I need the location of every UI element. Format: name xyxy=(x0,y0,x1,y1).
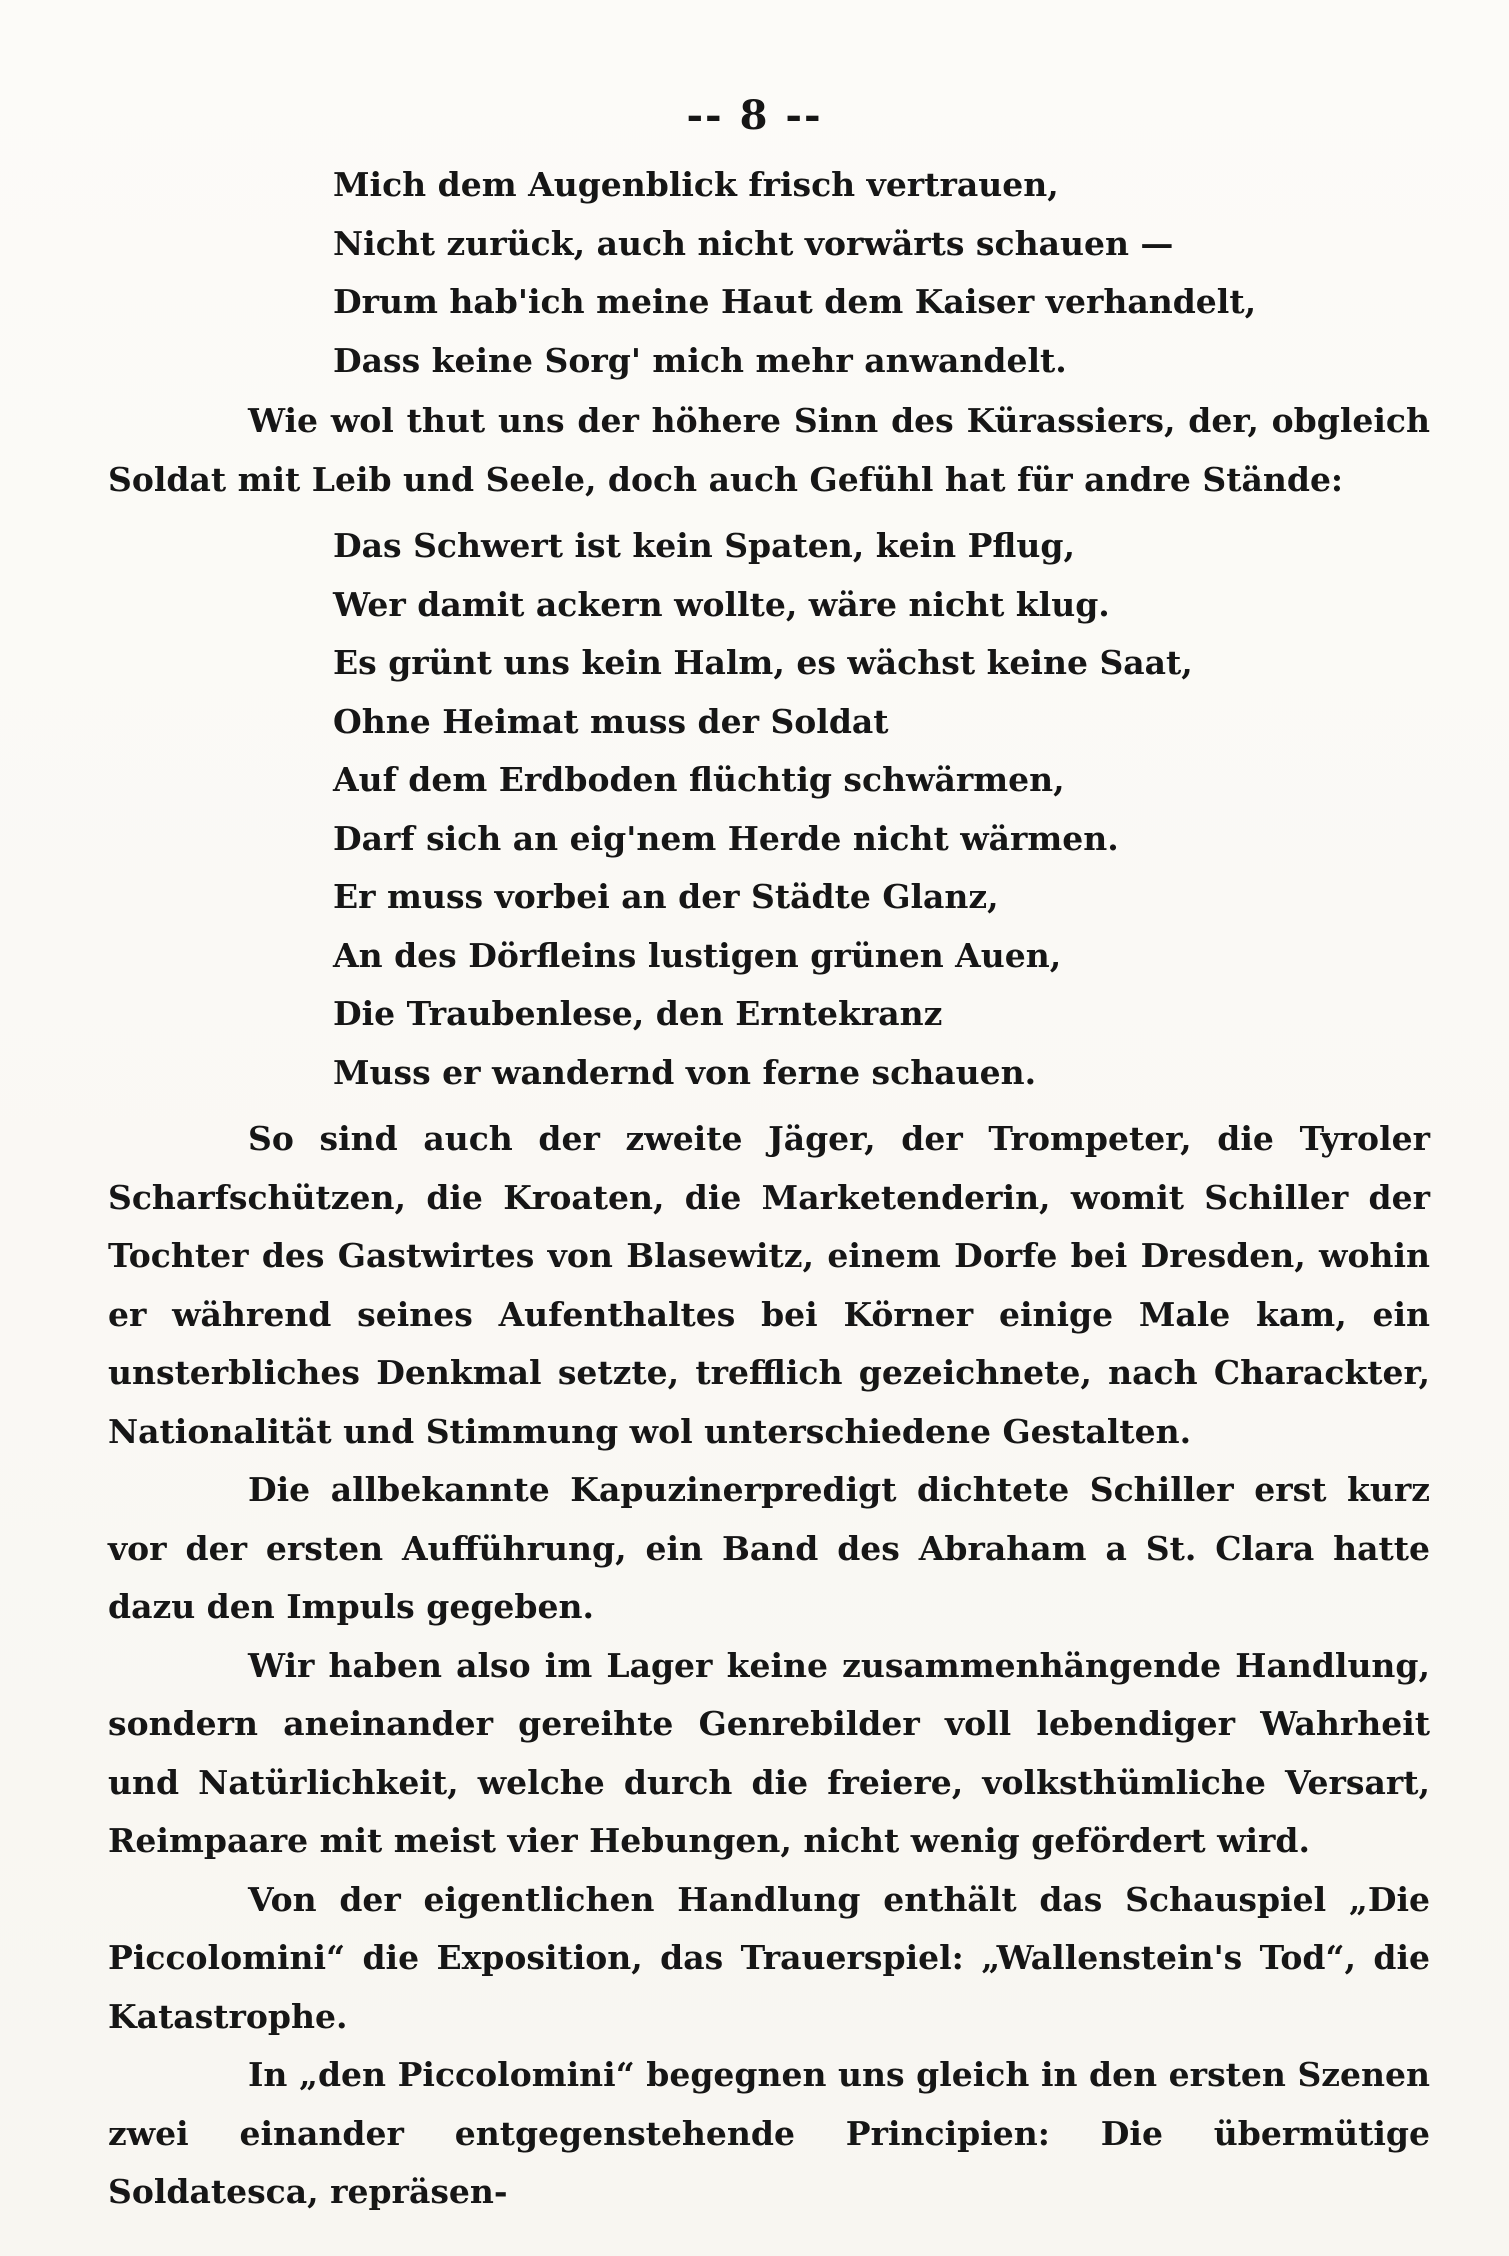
verse-line: Auf dem Erdboden flüchtig schwärmen, xyxy=(333,760,1065,799)
verse-line: Nicht zurück, auch nicht vorwärts schauen — xyxy=(333,223,1174,263)
verse-line: Wer damit ackern wollte, wäre nicht klug. xyxy=(333,584,1110,624)
paragraph: Wir haben also im Lager keine zusammenhängende Handlung, sondern aneinander gereihte Genrebilder voll lebendiger Wahrheit und Natürlichkeit, welche durch die freiere, volksthümliche Versart, Reimpaare mit meist vier Hebungen, nicht wenig gefördert wird. xyxy=(108,1645,1430,1860)
verse-line: Die Traubenlese, den Erntekranz xyxy=(333,994,943,1033)
spacer xyxy=(108,1102,1430,1110)
paragraph: Wie wol thut uns der höhere Sinn des Kürassiers, der, obgleich Soldat mit Leib und Seele, doch auch Gefühl hat für andre Stände: xyxy=(108,401,1430,499)
verse-line: Darf sich an eig'nem Herde nicht wärmen. xyxy=(333,818,1119,858)
verse-line: An des Dörfleins lustigen grünen Auen, xyxy=(333,935,1062,975)
paragraph: In „den Piccolomini“ begegnen uns gleich in den ersten Szenen zwei einander entgegenstehende Principien: Die übermütige Soldatesca, repräsen- xyxy=(108,2055,1430,2211)
verse-line: Drum hab'ich meine Haut dem Kaiser verhandelt, xyxy=(333,282,1257,321)
verse-line: Mich dem Augenblick frisch vertrauen, xyxy=(333,165,1059,204)
paragraph: Die allbekannte Kapuzinerpredigt dichtete Schiller erst kurz vor der ersten Aufführung, ein Band des Abraham a St. Clara hatte dazu den Impuls gegeben. xyxy=(108,1470,1430,1626)
opening-verse xyxy=(108,156,1430,390)
verse-line: Muss er wandernd von ferne schauen. xyxy=(333,1052,1037,1092)
verse-line: Dass keine Sorg' mich mehr anwandelt. xyxy=(333,340,1067,380)
verse-line: Er muss vorbei an der Städte Glanz, xyxy=(333,877,999,916)
verse-line: Es grünt uns kein Halm, es wächst keine Saat, xyxy=(333,643,1193,682)
paragraph: So sind auch der zweite Jäger, der Trompeter, die Tyroler Scharfschützen, die Kroaten, die Marketenderin, womit Schiller der Tochter des Gastwirtes von Blasewitz, einem Dorfe bei Dresden, wohin er während seines Aufenthaltes bei Körner einige Male kam, ein unsterbliches Denkmal setzte, trefflich gezeichnete, nach Charackter, Nationalität und Stimmung wol unterschiedene Gestalten. xyxy=(108,1119,1430,1451)
verse-line: Ohne Heimat muss der Soldat xyxy=(333,701,889,741)
page-number: -- 8 -- xyxy=(686,92,823,139)
soldier-verse xyxy=(108,517,1430,1102)
verse-line: Das Schwert ist kein Spaten, kein Pflug, xyxy=(333,526,1075,565)
page-content xyxy=(108,156,1430,2222)
spacer xyxy=(108,509,1430,517)
paragraph: Von der eigentlichen Handlung enthält das Schauspiel „Die Piccolomini“ die Exposition, das Trauerspiel: „Wallenstein's Tod“, die Katastrophe. xyxy=(108,1879,1430,2036)
